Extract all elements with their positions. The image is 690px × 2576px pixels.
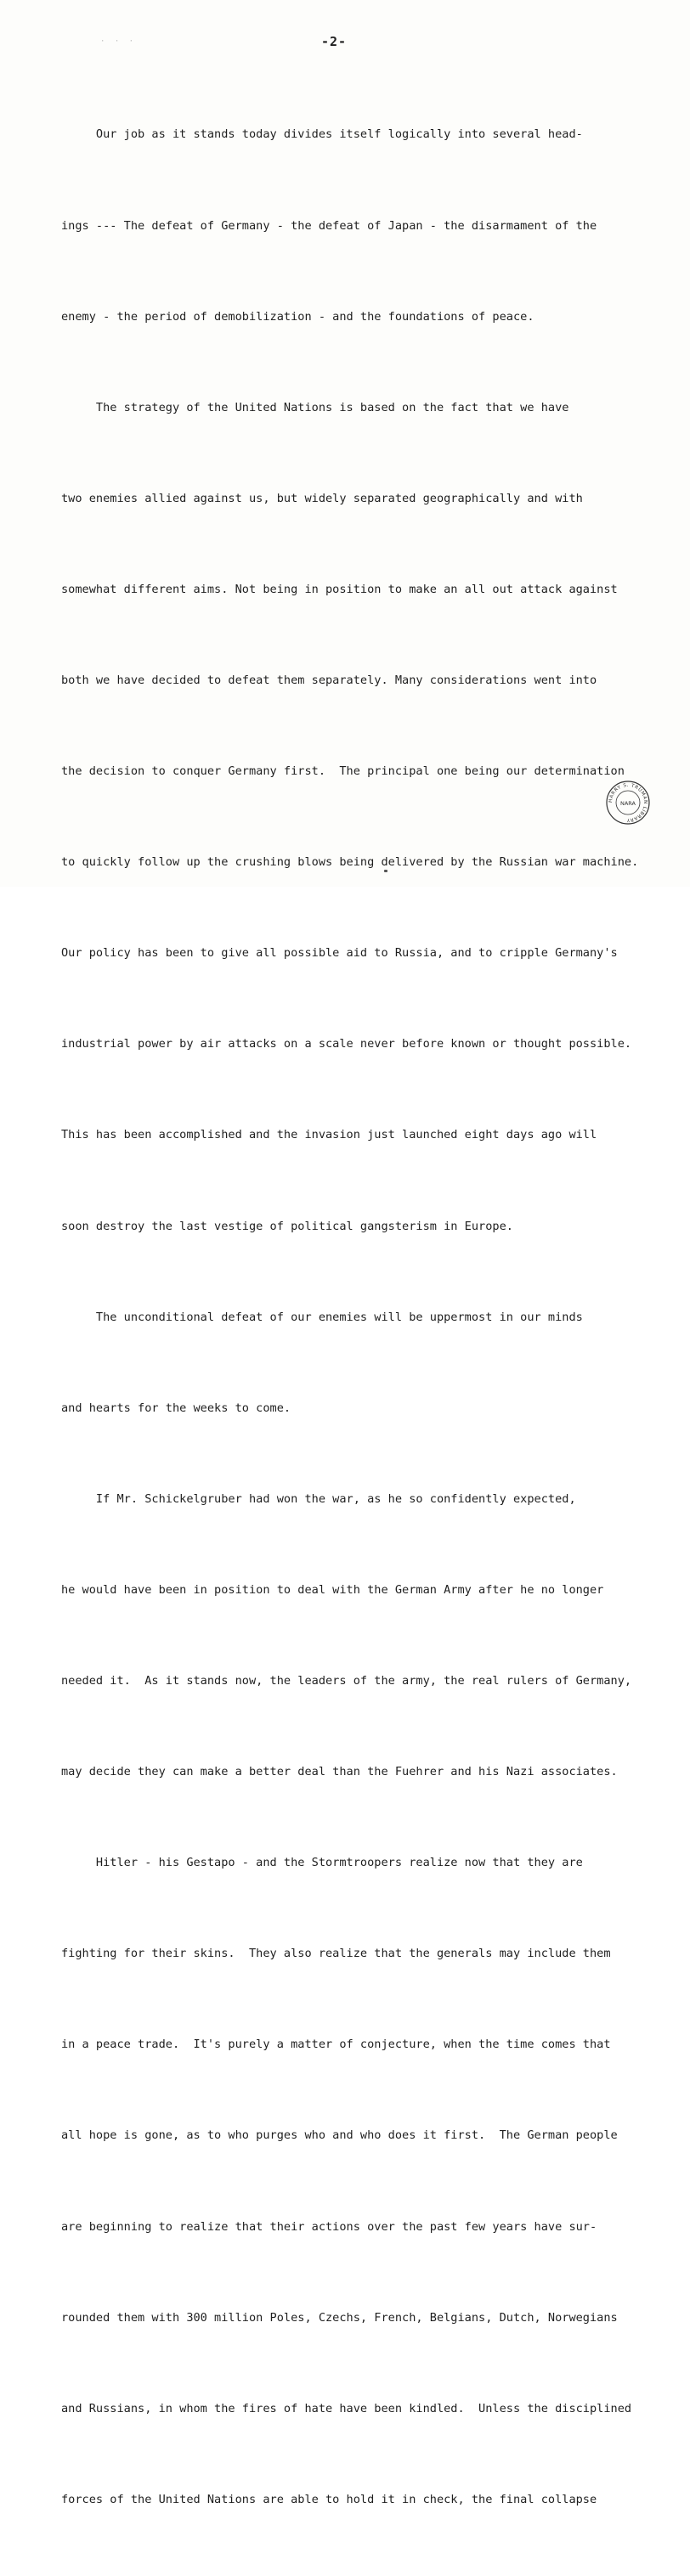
text-line: needed it. As it stands now, the leaders of the army, the real rulers of Germany, bbox=[61, 1674, 632, 1688]
text-line: This has been accomplished and the invasion just launched eight days ago will bbox=[61, 1128, 597, 1142]
page-number: -2- bbox=[321, 34, 348, 49]
text-line: forces of the United Nations are able to hold it in check, the final collapse bbox=[61, 2492, 597, 2506]
text-line: rounded them with 300 million Poles, Czechs, French, Belgians, Dutch, Norwegians bbox=[61, 2310, 618, 2325]
text-line: soon destroy the last vestige of political gangsterism in Europe. bbox=[61, 1219, 513, 1233]
text-line: the decision to conquer Germany first. The principal one being our determination bbox=[61, 764, 625, 779]
text-line: two enemies allied against us, but widely separated geographically and with bbox=[61, 491, 583, 505]
text-line: both we have decided to defeat them separately. Many considerations went into bbox=[61, 673, 597, 687]
stamp-ring-text: HARRY S. TRUMAN LIBRARY bbox=[608, 782, 648, 823]
text-line: enemy - the period of demobilization - and the foundations of peace. bbox=[61, 309, 534, 324]
text-line: may decide they can make a better deal than the Fuehrer and his Nazi associates. bbox=[61, 1765, 618, 1779]
text-line: are beginning to realize that their actions over the past few years have sur- bbox=[61, 2219, 597, 2234]
text-line: Our policy has been to give all possible aid to Russia, and to cripple Germany's bbox=[61, 946, 618, 961]
text-line: all hope is gone, as to who purges who and who does it first. The German people bbox=[61, 2128, 618, 2143]
text-line: somewhat different aims. Not being in position to make an all out attack against bbox=[61, 582, 618, 596]
text-line: and Russians, in whom the fires of hate have been kindled. Unless the disciplined bbox=[61, 2401, 632, 2415]
text-line: Our job as it stands today divides itself logically into several head- bbox=[61, 127, 583, 142]
text-line: he would have been in position to deal with the German Army after he no longer bbox=[61, 1582, 604, 1597]
text-line: industrial power by air attacks on a scale never before known or thought possible. bbox=[61, 1037, 632, 1051]
scan-speck bbox=[384, 870, 387, 872]
text-line: fighting for their skins. They also realize that the generals may include them bbox=[61, 1947, 611, 1961]
text-line: in a peace trade. It's purely a matter of conjecture, when the time comes that bbox=[61, 2038, 611, 2052]
library-stamp bbox=[605, 780, 651, 826]
text-line: The unconditional defeat of our enemies will be uppermost in our minds bbox=[61, 1310, 583, 1324]
text-line: If Mr. Schickelgruber had won the war, as he so confidently expected, bbox=[61, 1491, 576, 1506]
stamp-center-text: NARA bbox=[619, 800, 636, 807]
text-line: and hearts for the weeks to come. bbox=[61, 1401, 291, 1415]
text-line: The strategy of the United Nations is based on the fact that we have bbox=[61, 400, 569, 414]
text-line: to quickly follow up the crushing blows being delivered by the Russian war machine. bbox=[61, 855, 639, 870]
text-line: ings --- The defeat of Germany - the defeat of Japan - the disarmament of the bbox=[61, 218, 597, 233]
text-line: Hitler - his Gestapo - and the Stormtroopers realize now that they are bbox=[61, 1856, 583, 1870]
stray-scan-mark: · · · bbox=[100, 37, 137, 46]
